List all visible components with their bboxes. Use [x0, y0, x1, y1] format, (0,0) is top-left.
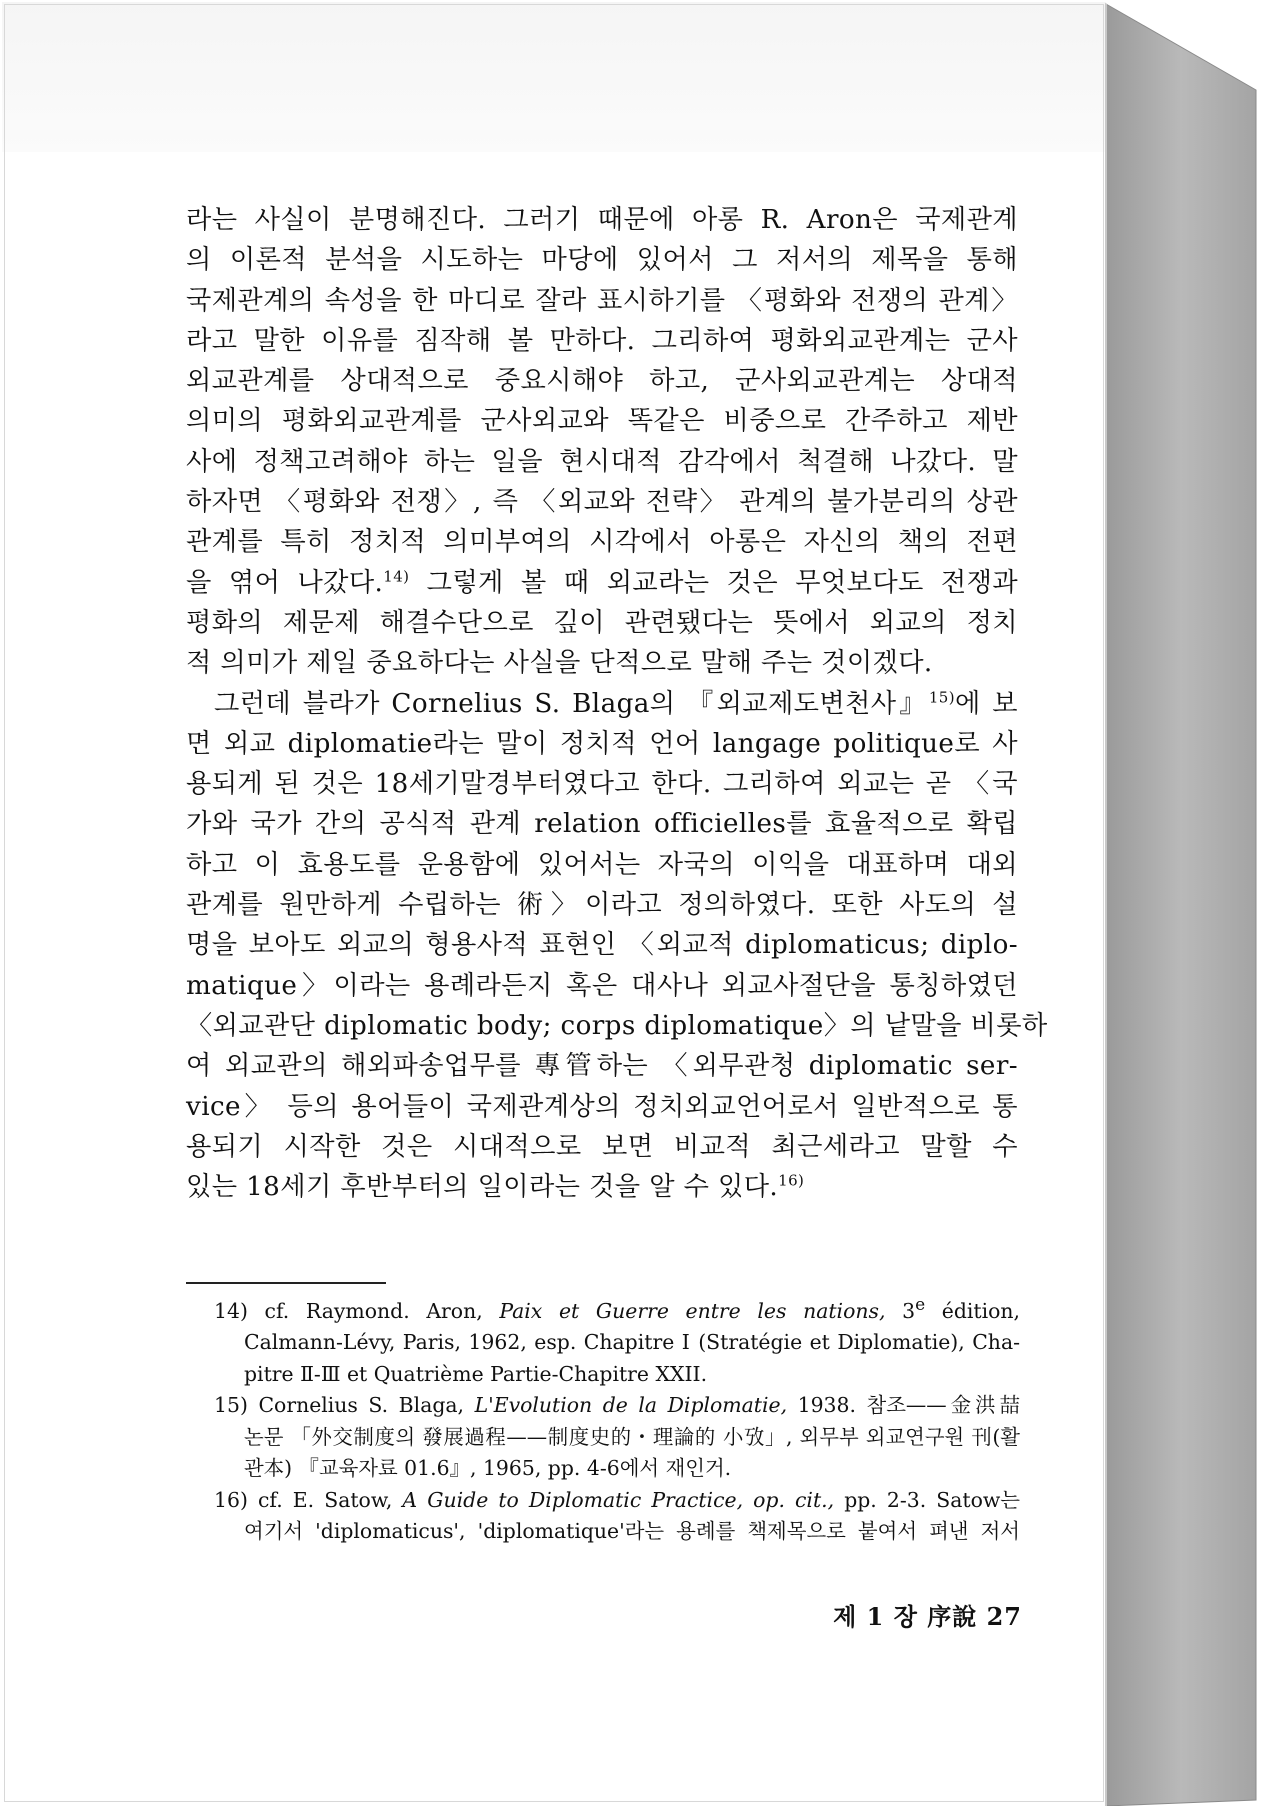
footnote-text: cf. E. Satow, [257, 1487, 393, 1512]
book-edge [1068, 0, 1268, 1806]
footnote-15 [214, 1390, 1020, 1485]
body-line: 용되게 된 것은 18세기말경부터였다고 한다. 그리하여 외교는 곧 〈국 [186, 769, 1018, 800]
page-content [186, 200, 1048, 1207]
body-line: 명을 보아도 외교의 형용사적 표현인 〈외교적 diplomaticus; diplo- [186, 930, 1018, 961]
body-line: 평화의 제문제 해결수단으로 깊이 관련됐다는 뜻에서 외교의 정치 [186, 607, 1018, 638]
body-line: 하고 이 효용도를 운용함에 있어서는 자국의 이익을 대표하며 대외 [186, 849, 1018, 880]
body-line: 외교관계를 상대적으로 중요시해야 하고, 군사외교관계는 상대적 [186, 366, 1018, 397]
body-line: vice〉 등의 용어들이 국제관계상의 정치외교언어로서 일반적으로 통 [186, 1091, 1018, 1122]
body-text [186, 200, 1048, 1207]
body-line: 국제관계의 속성을 한 마디로 잘라 표시하기를 〈평화와 전쟁의 관계〉 [186, 285, 1018, 316]
body-line-with-note-14 [186, 563, 1018, 603]
body-line: 관계를 원만하게 수립하는 術〉이라고 정의하였다. 또한 사도의 설 [186, 890, 1018, 921]
footnote-line: 여기서 'diplomaticus', 'diplomatique'라는 용례를 책제목으로 붙여서 펴낸 저서 [244, 1519, 1020, 1544]
footnote-line [214, 1390, 1020, 1422]
body-line: 사에 정책고려해야 하는 일을 현시대적 감각에서 척결해 나갔다. 말 [186, 446, 1018, 477]
footnote-title: A Guide to Diplomatic Practice, op. cit., [402, 1487, 835, 1512]
footnote-line: 논문 「外交制度의 發展過程——制度史的・理論的 小攷」, 외무부 외교연구원 刊(활 [244, 1424, 1020, 1449]
footnote-title: L'Evolution de la Diplomatie, [474, 1393, 788, 1418]
footnote-number: 15) [214, 1393, 248, 1418]
body-line: 의미의 평화외교관계를 군사외교와 똑같은 비중으로 간주하고 제반 [186, 406, 1018, 437]
body-line-with-note-15 [186, 684, 1018, 724]
footnote-text: cf. Raymond. Aron, [264, 1298, 483, 1323]
footnote-ref-15[interactable]: 15) [928, 687, 955, 706]
body-line-text: 그런데 블라가 Cornelius S. Blaga의 『외교제도변천사』 [214, 688, 929, 719]
footnote-16 [214, 1485, 1020, 1548]
body-line: 〈외교관단 diplomatic body; corps diplomatique〉의 낱말을 비롯하 [186, 1010, 1048, 1041]
body-line: 가와 국가 간의 공식적 관계 relation officielles를 효율적으로 확립 [186, 809, 1018, 840]
footnote-14 [214, 1290, 1020, 1390]
body-line-with-note-16 [186, 1167, 1018, 1207]
footnote-title: Paix et Guerre entre les nations, [499, 1298, 886, 1323]
body-line: 하자면 〈평화와 전쟁〉, 즉 〈외교와 전략〉 관계의 불가분리의 상관 [186, 487, 1018, 518]
body-line-text: 을 엮어 나갔다. [186, 567, 384, 598]
footnote-ref-16[interactable]: 16) [778, 1171, 805, 1190]
book-edge-graphic [1068, 0, 1268, 1806]
footnote-line: pitre Ⅱ-Ⅲ et Quatrième Partie-Chapitre XXII. [244, 1361, 708, 1386]
footnote-line [214, 1290, 1020, 1327]
body-line: matique〉이라는 용례라든지 혹은 대사나 외교사절단을 통칭하였던 [186, 970, 1018, 1001]
footnote-line: Calmann-Lévy, Paris, 1962, esp. Chapitre Ⅰ (Stratégie et Diplomatie), Cha- [244, 1330, 1020, 1355]
footnote-number: 14) [214, 1298, 248, 1323]
footnote-divider [186, 1282, 386, 1284]
body-line: 관계를 특히 정치적 의미부여의 시각에서 아롱은 자신의 책의 전편 [186, 527, 1018, 558]
body-line: 라고 말한 이유를 짐작해 볼 만하다. 그리하여 평화외교관계는 군사 [186, 325, 1018, 356]
body-line: 용되기 시작한 것은 시대적으로 보면 비교적 최근세라고 말할 수 [186, 1131, 1018, 1162]
footnote-line: 관本) 『교육자료 01.6』, 1965, pp. 4-6에서 재인거. [244, 1456, 732, 1481]
footnote-superscript: e [915, 1295, 926, 1315]
footnote-ref-14[interactable]: 14) [383, 566, 410, 585]
body-line: 적 의미가 제일 중요하다는 사실을 단적으로 말해 주는 것이겠다. [186, 648, 933, 679]
footnote-text: 3 [902, 1298, 916, 1323]
footnote-text: pp. 2-3. Satow는 [844, 1487, 1021, 1512]
body-line-text: 에 보 [954, 688, 1019, 719]
footnote-line [214, 1485, 1020, 1517]
page-number: 제 1 장 序說 27 [833, 1602, 1022, 1631]
footnote-number: 16) [214, 1487, 248, 1512]
body-line: 의 이론적 분석을 시도하는 마당에 있어서 그 저서의 제목을 통해 [186, 245, 1018, 276]
footnote-text: 1938. 참조——金洪喆 [797, 1393, 1020, 1418]
footnotes [214, 1290, 1020, 1548]
body-line: 면 외교 diplomatie라는 말이 정치적 언어 langage politique로 사 [186, 728, 1018, 759]
footnote-text: édition, [941, 1298, 1021, 1323]
body-line-text: 있는 18세기 후반부터의 일이라는 것을 알 수 있다. [186, 1172, 779, 1203]
body-line: 여 외교관의 해외파송업무를 專管하는 〈외무관청 diplomatic ser- [186, 1051, 1018, 1082]
body-line-text: 그렇게 볼 때 외교라는 것은 무엇보다도 전쟁과 [426, 567, 1019, 598]
footnote-text: Cornelius S. Blaga, [258, 1393, 465, 1418]
body-line: 라는 사실이 분명해진다. 그러기 때문에 아롱 R. Aron은 국제관계 [186, 205, 1018, 235]
